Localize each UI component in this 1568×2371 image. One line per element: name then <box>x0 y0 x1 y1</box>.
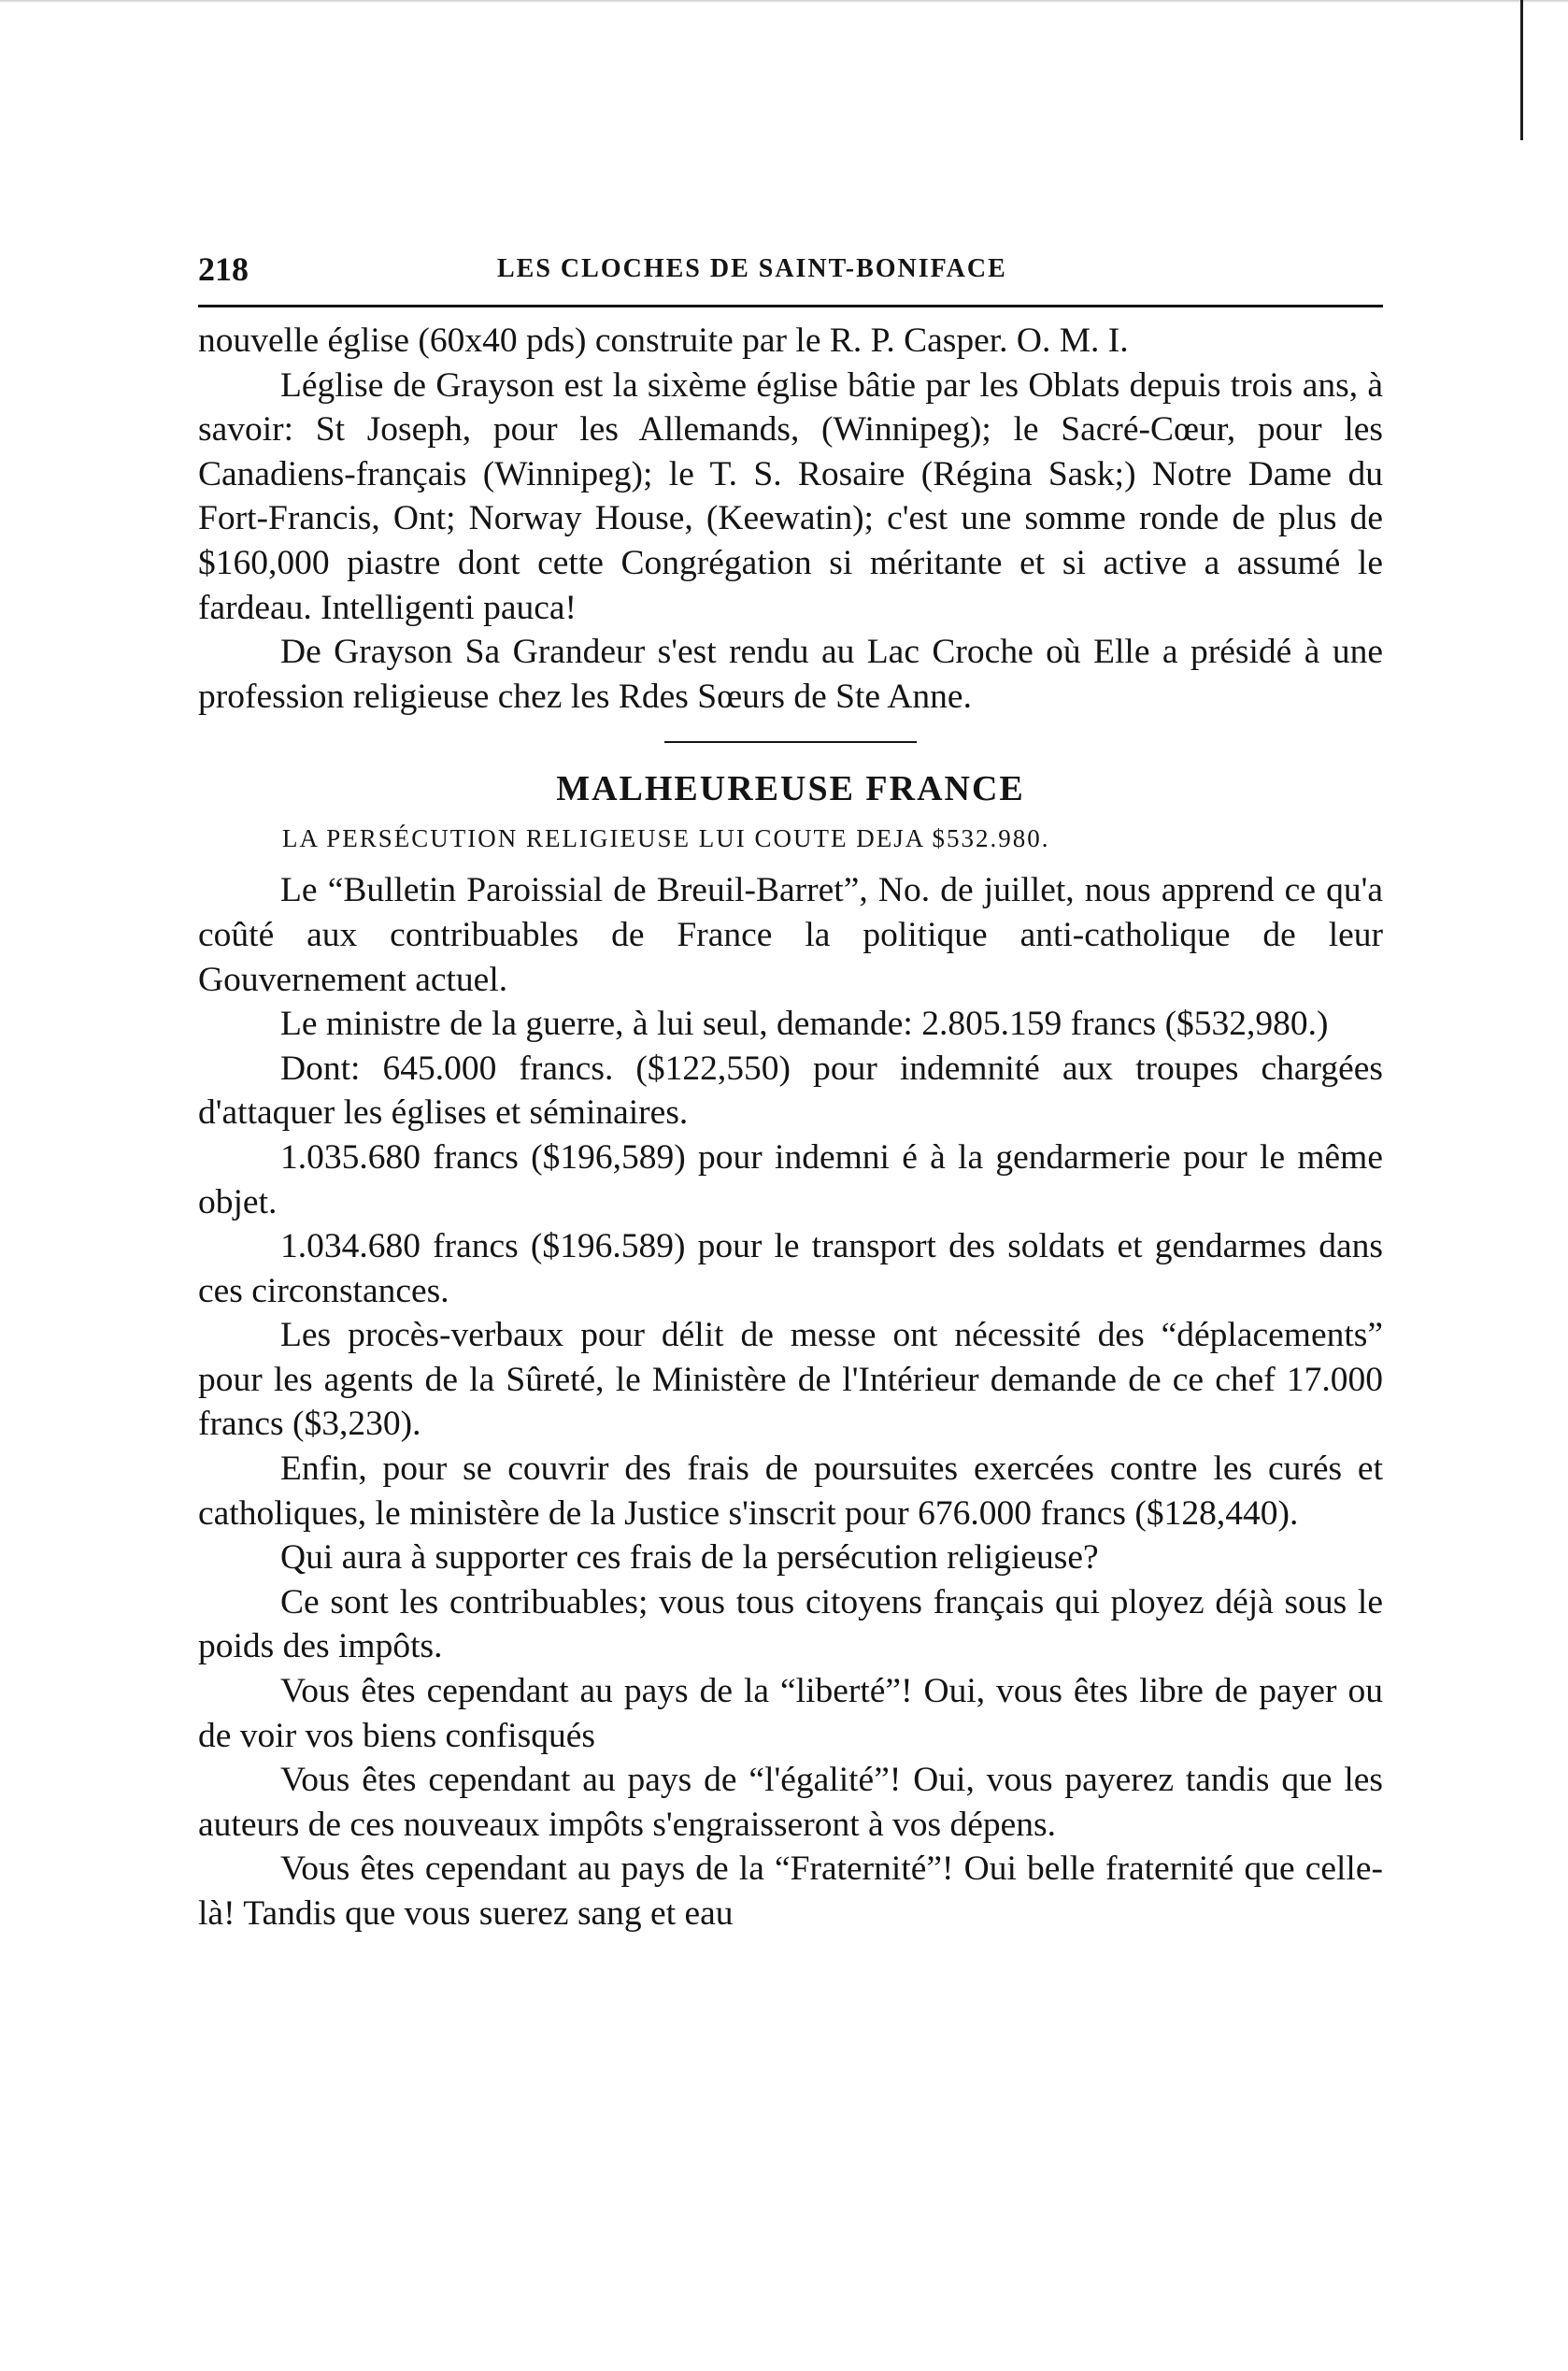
section-subtitle: LA PERSÉCUTION RELIGIEUSE LUI COUTE DEJA $532.980. <box>282 824 1050 853</box>
paragraph: Le ministre de la guerre, à lui seul, demande: 2.805.159 francs ($532,980.) <box>280 1005 1329 1044</box>
paragraph: Léglise de Grayson est la sixème église bâtie par les Oblats depuis trois ans, à savoir: St Joseph, pour les Allemands, (Winnipeg); le Sacré-Cœur, pour les Canadiens-français (Winnipeg); le T. S. Rosaire (Régina Sask;) Notre Dame du Fort-Francis, Ont; Norway House, (Keewatin); c'est une somme ronde de plus de $160,000 piastre dont cette Congrégation si méritante et si active a assumé le fardeau. Intelligenti pauca! <box>198 365 1383 627</box>
paragraph: De Grayson Sa Grandeur s'est rendu au Lac Croche où Elle a présidé à une profession religieuse chez les Rdes Sœurs de Ste Anne. <box>198 633 1383 716</box>
paragraph: Enfin, pour se couvrir des frais de poursuites exercées contre les curés et catholiques, le ministère de la Justice s'inscrit pour 676.000 francs ($128,440). <box>198 1450 1383 1533</box>
book-page <box>198 241 1383 1936</box>
paragraph: Qui aura à supporter ces frais de la persécution religieuse? <box>280 1538 1099 1578</box>
running-title: LES CLOCHES DE SAINT-BONIFACE <box>497 254 1007 283</box>
scan-edge-right <box>1520 0 1523 140</box>
paragraph: 1.035.680 francs ($196,589) pour indemni é à la gendarmerie pour le même objet. <box>198 1137 1383 1221</box>
paragraph: Les procès-verbaux pour délit de messe ont nécessité des “déplacements” pour les agents de la Sûreté, le Ministère de l'Intérieur demande de ce chef 17.000 francs ($3,230). <box>198 1316 1383 1444</box>
paragraph: Vous êtes cependant au pays de “l'égalité”! Oui, vous payerez tandis que les auteurs de ces nouveaux impôts s'engraisseront à vos dépens. <box>198 1761 1383 1844</box>
running-header <box>198 241 1383 297</box>
section-divider <box>664 741 917 743</box>
paragraph: Vous êtes cependant au pays de la “liberté”! Oui, vous êtes libre de payer ou de voir vos biens confisqués <box>198 1672 1383 1755</box>
paragraph: nouvelle église (60x40 pds) construite par le R. P. Casper. O. M. I. <box>198 321 1129 360</box>
scan-edge-top <box>0 0 1568 3</box>
header-rule <box>198 305 1383 307</box>
paragraph: Ce sont les contribuables; vous tous citoyens français qui ployez déjà sous le poids des impôts. <box>198 1582 1383 1666</box>
section-title: MALHEUREUSE FRANCE <box>556 769 1025 809</box>
paragraph: Le “Bulletin Paroissial de Breuil-Barret”, No. de juillet, nous apprend ce qu'a coûté aux contribuables de France la politique anti-catholique de leur Gouvernement actuel. <box>198 871 1383 999</box>
paragraph: 1.034.680 francs ($196.589) pour le transport des soldats et gendarmes dans ces circonstances. <box>198 1227 1383 1310</box>
page-number: 218 <box>198 250 249 288</box>
paragraph: Dont: 645.000 francs. ($122,550) pour indemnité aux troupes chargées d'attaquer les églises et séminaires. <box>198 1049 1383 1133</box>
paragraph: Vous êtes cependant au pays de la “Fraternité”! Oui belle fraternité que celle-là! Tandis que vous suerez sang et eau <box>198 1850 1383 1933</box>
